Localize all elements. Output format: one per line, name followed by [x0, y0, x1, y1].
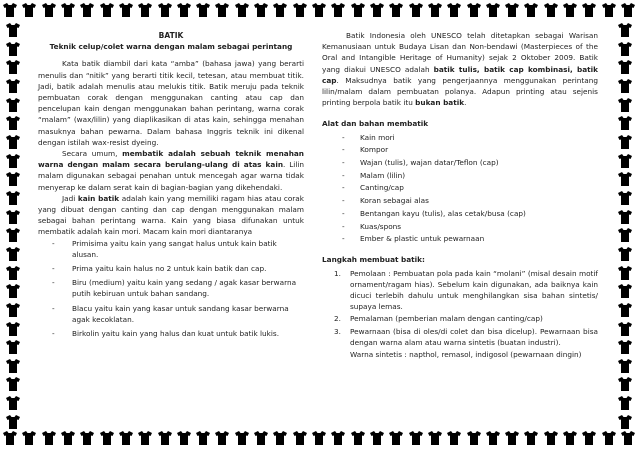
tshirt-icon — [5, 358, 21, 374]
tshirt-icon — [157, 2, 173, 18]
tshirt-icon — [617, 78, 633, 94]
tshirt-icon — [388, 430, 404, 446]
tshirt-icon — [5, 41, 21, 57]
tshirt-icon — [157, 430, 173, 446]
tshirt-icon — [408, 2, 424, 18]
alat-list — [322, 132, 598, 245]
tshirt-icon — [617, 395, 633, 411]
tshirt-icon — [5, 97, 21, 113]
step-item: 1. Pemolaan : Pembuatan pola pada kain “molani” (misal desain motif ornament/ragam hias). Sebelum kain digunakan, ada baiknya kain dicuci terlebih dahulu untuk menghilangkan sisa bahan sintetis/ supaya lemas. — [334, 268, 598, 312]
list-item: - Primisima yaitu kain yang sangat halus untuk kain batik alusan. — [38, 238, 304, 260]
right-column — [322, 30, 598, 361]
alat-heading: Alat dan bahan membatik — [322, 119, 429, 129]
tshirt-icon — [5, 395, 21, 411]
border-bottom — [0, 430, 638, 452]
tshirt-icon — [5, 302, 21, 318]
tshirt-icon — [620, 2, 636, 18]
tshirt-icon — [253, 2, 269, 18]
tshirt-icon — [5, 22, 21, 38]
step-note: Warna sintetis : napthol, remasol, indigosol (pewarnaan dingin) — [350, 350, 582, 360]
tshirt-icon — [504, 430, 520, 446]
list-item: - Kain mori — [322, 132, 598, 143]
tshirt-icon — [292, 430, 308, 446]
tshirt-icon — [617, 376, 633, 392]
tshirt-icon — [137, 430, 153, 446]
tshirt-icon — [617, 41, 633, 57]
tshirt-icon — [41, 430, 57, 446]
tshirt-icon — [311, 2, 327, 18]
tshirt-icon — [562, 2, 578, 18]
tshirt-icon — [176, 2, 192, 18]
list-item: - Kuas/spons — [322, 221, 598, 232]
tshirt-icon — [408, 430, 424, 446]
tshirt-icon — [5, 209, 21, 225]
list-item: - Kompor — [322, 144, 598, 155]
tshirt-icon — [350, 430, 366, 446]
tshirt-icon — [543, 430, 559, 446]
tshirt-icon — [427, 430, 443, 446]
tshirt-icon — [446, 430, 462, 446]
tshirt-icon — [562, 430, 578, 446]
tshirt-icon — [41, 2, 57, 18]
tshirt-icon — [617, 414, 633, 430]
tshirt-icon — [99, 430, 115, 446]
tshirt-icon — [5, 171, 21, 187]
tshirt-icon — [617, 246, 633, 262]
tshirt-icon — [427, 2, 443, 18]
tshirt-icon — [60, 2, 76, 18]
tshirt-icon — [5, 59, 21, 75]
tshirt-icon — [543, 2, 559, 18]
step-item: 3. Pewarnaan (bisa di oles/di colet dan bisa dicelup). Pewarnaan bisa dengan warna alam atau warna sintetis (buatan industri). — [334, 326, 598, 347]
tshirt-icon — [195, 2, 211, 18]
paragraph-unesco: Batik Indonesia oleh UNESCO telah ditetapkan sebagai Warisan Kemanusiaan untuk Budaya Lisan dan Non-bendawi (Masterpieces of the Oral and Intangible Heritage of Humanity) sejak 2 Oktober 2009. Batik yang diakui UNESCO adalah batik tulis, batik cap kombinasi, batik cap. Maksudnya batik yang pengerjaannya menggunakan perintang lilin/malam dalam pembuatan polanya. Adapun printing atau sejenis printing berpola batik itu bukan batik. — [322, 31, 598, 108]
tshirt-icon — [617, 171, 633, 187]
tshirt-icon — [5, 246, 21, 262]
tshirt-icon — [5, 115, 21, 131]
tshirt-icon — [5, 153, 21, 169]
tshirt-icon — [485, 430, 501, 446]
tshirt-icon — [118, 430, 134, 446]
list-item: - Koran sebagai alas — [322, 195, 598, 206]
tshirt-icon — [5, 227, 21, 243]
tshirt-icon — [466, 430, 482, 446]
paragraph-definition: Kata batik diambil dari kata “amba” (bahasa jawa) yang berarti menulis dan “nitik” yang berarti titik kecil, tetesan, atau membuat titik. Jadi, batik adalah menulis atau melukis titik. Batik meruju pada teknik pembuatan corak dengan menggunakan canting atau cap dan pencelupan kain dengan menggunakan bahan perintang, warna corak “malam” (wax/lilin) yang diaplikasikan di atas kain, sehingga menahan masuknya bahan pewarna. Dalam bahasa Inggris teknik ini dikenal dengan istilah wax-resist dyeing. — [38, 59, 304, 147]
left-column — [38, 30, 304, 342]
tshirt-icon — [617, 134, 633, 150]
tshirt-icon — [234, 2, 250, 18]
paragraph-kain-batik: Jadi kain batik adalah kain yang memiliki ragam hias atau corak yang dibuat dengan canting dan cap dengan menggunakan malam sebagai bahan perintang warna. Kain yang biasa difunakan untuk membatik adalah kain mori. Macam kain mori diantaranya — [38, 193, 304, 237]
langkah-list — [322, 268, 598, 361]
list-item: - Malam (lilin) — [322, 170, 598, 181]
tshirt-icon — [617, 22, 633, 38]
tshirt-icon — [446, 2, 462, 18]
tshirt-icon — [523, 430, 539, 446]
tshirt-icon — [292, 2, 308, 18]
document-subtitle: Teknik celup/colet warna dengan malam sebagai perintang — [49, 42, 293, 52]
step-item: 2. Pemalaman (pemberian malam dengan canting/cap) — [334, 314, 543, 324]
tshirt-icon — [79, 2, 95, 18]
tshirt-icon — [214, 2, 230, 18]
tshirt-icon — [617, 190, 633, 206]
tshirt-icon — [330, 2, 346, 18]
tshirt-icon — [5, 190, 21, 206]
tshirt-icon — [617, 209, 633, 225]
tshirt-icon — [137, 2, 153, 18]
tshirt-icon — [369, 2, 385, 18]
tshirt-icon — [601, 2, 617, 18]
tshirt-icon — [466, 2, 482, 18]
tshirt-icon — [369, 430, 385, 446]
tshirt-icon — [214, 430, 230, 446]
tshirt-icon — [99, 2, 115, 18]
border-right — [614, 22, 636, 430]
list-item: - Blacu yaitu kain yang kasar untuk sandang kasar berwarna agak kecoklatan. — [38, 303, 304, 325]
tshirt-icon — [350, 2, 366, 18]
tshirt-icon — [485, 2, 501, 18]
tshirt-icon — [617, 302, 633, 318]
list-item: - Canting/cap — [322, 182, 598, 193]
tshirt-icon — [617, 358, 633, 374]
tshirt-icon — [5, 376, 21, 392]
list-item: - Bentangan kayu (tulis), alas cetak/busa (cap) — [322, 208, 598, 219]
border-left — [2, 22, 24, 430]
tshirt-icon — [617, 97, 633, 113]
tshirt-icon — [79, 430, 95, 446]
list-item: - Ember & plastic untuk pewarnaan — [322, 233, 598, 244]
list-item: - Biru (medium) yaitu kain yang sedang / agak kasar berwarna putih kebiruan untuk bahan sandang. — [38, 277, 304, 299]
tshirt-icon — [118, 2, 134, 18]
tshirt-icon — [617, 227, 633, 243]
tshirt-icon — [2, 430, 18, 446]
list-item: - Prima yaitu kain halus no 2 untuk kain batik dan cap. — [38, 263, 304, 274]
tshirt-icon — [601, 430, 617, 446]
list-item: - Birkolin yaitu kain yang halus dan kuat untuk batik lukis. — [38, 328, 304, 339]
tshirt-icon — [523, 2, 539, 18]
tshirt-icon — [176, 430, 192, 446]
tshirt-icon — [5, 283, 21, 299]
document-page — [30, 30, 608, 422]
tshirt-icon — [234, 430, 250, 446]
tshirt-icon — [617, 339, 633, 355]
tshirt-icon — [5, 339, 21, 355]
tshirt-icon — [617, 153, 633, 169]
list-item: - Wajan (tulis), wajan datar/Teflon (cap) — [322, 157, 598, 168]
tshirt-icon — [195, 430, 211, 446]
tshirt-icon — [581, 2, 597, 18]
kain-mori-list — [38, 238, 304, 340]
tshirt-icon — [330, 430, 346, 446]
tshirt-icon — [5, 414, 21, 430]
tshirt-icon — [21, 430, 37, 446]
document-title: BATIK — [158, 31, 184, 40]
tshirt-icon — [2, 2, 18, 18]
tshirt-icon — [617, 321, 633, 337]
tshirt-icon — [504, 2, 520, 18]
tshirt-icon — [5, 265, 21, 281]
tshirt-icon — [5, 134, 21, 150]
tshirt-icon — [617, 115, 633, 131]
paragraph-general: Secara umum, membatik adalah sebuah teknik menahan warna dengan malam secara berulang-ulang di atas kain. Lilin malam digunakan sebagai penahan untuk mencegah agar warna tidak menyerap ke dalam serat kain di bagian-bagian yang dikehendaki. — [38, 149, 305, 192]
tshirt-icon — [388, 2, 404, 18]
tshirt-icon — [253, 430, 269, 446]
tshirt-icon — [311, 430, 327, 446]
tshirt-icon — [5, 321, 21, 337]
tshirt-icon — [272, 2, 288, 18]
tshirt-icon — [60, 430, 76, 446]
tshirt-icon — [617, 283, 633, 299]
tshirt-icon — [21, 2, 37, 18]
langkah-heading: Langkah membuat batik: — [322, 255, 425, 265]
tshirt-icon — [617, 265, 633, 281]
tshirt-icon — [581, 430, 597, 446]
border-top — [0, 2, 638, 24]
tshirt-icon — [617, 59, 633, 75]
tshirt-icon — [272, 430, 288, 446]
tshirt-icon — [5, 78, 21, 94]
tshirt-icon — [620, 430, 636, 446]
